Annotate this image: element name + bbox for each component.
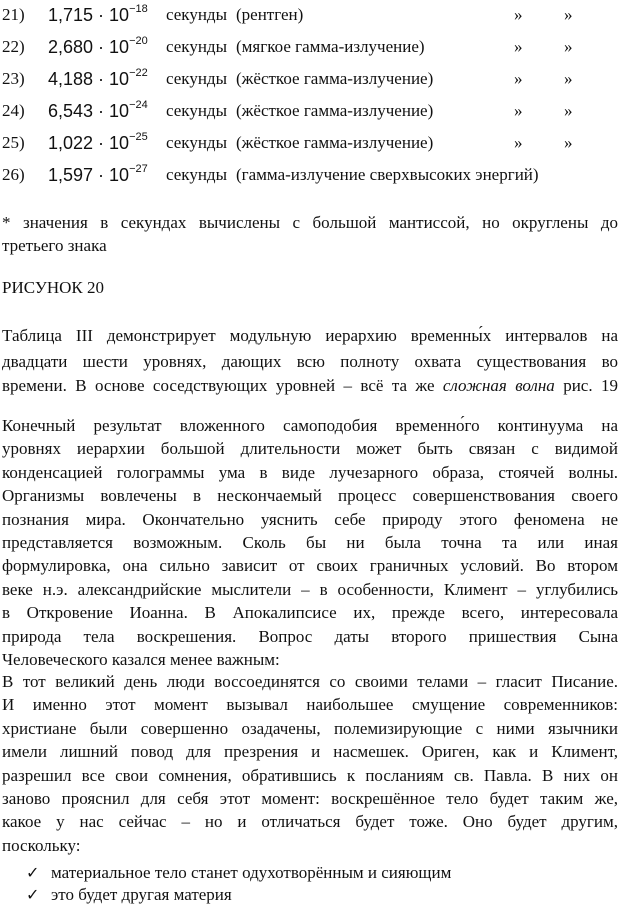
paragraph-line: И именно этот момент вызывал наибольшее смущение современников: (2, 695, 618, 715)
value-mantissa: 1,597 · 10 (48, 165, 130, 185)
footnote-line: третьего знака (2, 236, 107, 256)
text-run: времени. В основе соседствующих уровней – всё та же (2, 375, 443, 395)
row-unit: секунды (166, 165, 227, 184)
row-value (48, 2, 148, 28)
check-icon: ✓ (26, 885, 40, 904)
paragraph-line: Человеческого казался менее важным: (2, 650, 280, 670)
row-description: (мягкое гамма-излучение) (236, 37, 425, 56)
figure-heading: РИСУНОК 20 (2, 278, 105, 297)
paragraph-line: представляется возможным. Сколь бы ни была точна та или иная (2, 533, 618, 553)
value-exponent: −22 (129, 67, 148, 79)
row-description: (жёсткое гамма-излучение) (236, 133, 434, 152)
paragraph-line: двадцати шести уровнях, дающих всю полноту охвата существования во (2, 352, 618, 372)
paragraph-line: Конечный результат вложенного самоподобия временно́го континуума на (2, 416, 618, 435)
row-number: 21) (2, 5, 25, 24)
row-description: (жёсткое гамма-излучение) (236, 101, 434, 120)
check-icon: ✓ (26, 863, 40, 882)
value-mantissa: 6,543 · 10 (48, 101, 130, 121)
value-exponent: −25 (129, 131, 148, 143)
row-unit: секунды (166, 5, 227, 24)
paragraph-line: В тот великий день люди воссоединятся со своими телами – гласит Писание. (2, 672, 618, 691)
checklist-text: материальное тело станет одухотворённым и сияющим (51, 863, 452, 882)
row-description: (гамма-излучение сверхвысоких энергий) (236, 165, 539, 184)
row-value (48, 162, 148, 188)
row-value (48, 130, 148, 156)
row-number: 23) (2, 69, 25, 88)
paragraph-line: формулировка, она сильно зависит от своих граничных условий. Во втором (2, 556, 618, 576)
value-mantissa: 1,715 · 10 (48, 5, 130, 25)
row-unit: секунды (166, 69, 227, 88)
emphasis-term: сложная волна (442, 375, 555, 395)
footnote-line: * значения в секундах вычислены с большой мантиссой, но округлены до (2, 213, 618, 232)
table-row (0, 130, 620, 156)
value-exponent: −20 (129, 35, 148, 47)
paragraph-line: христиане были совершенно озадачены, полемизирующие с ними язычники (2, 718, 618, 738)
paragraph-line: имели лишний повод для презрения и насмешек. Ориген, как и Климент, (2, 742, 618, 762)
checklist-text: это будет другая материя (51, 885, 232, 904)
paragraph-line: познания мира. Окончательно уяснить себе природу этого феномена не (2, 509, 618, 529)
paragraph-line: природа тела воскрешения. Вопрос даты второго пришествия Сына (2, 626, 618, 646)
text-run: рис. 19 (554, 375, 618, 395)
paragraph-line: заново прояснил для себя этот момент: воскрешённое тело будет таким же, (2, 789, 618, 809)
paragraph-line (2, 374, 618, 397)
paragraph-line: веке н.э. александрийские мыслители – в особенности, Климент – углубились (2, 579, 618, 599)
ditto-mark: » (514, 101, 523, 120)
table-row (0, 162, 620, 188)
row-unit: секунды (166, 101, 227, 120)
row-value (48, 98, 148, 124)
paragraph-resurrection (2, 670, 618, 857)
table-row (0, 2, 620, 28)
ditto-mark: » (514, 37, 523, 56)
table-row (0, 66, 620, 92)
paragraph-line: в Откровение Иоанна. В Апокалипсисе их, прежде всего, интересовала (2, 603, 618, 623)
ditto-mark: » (514, 69, 523, 88)
paragraph-line: какое у нас сейчас – но и отличаться будет тоже. Оно будет другим, (2, 812, 618, 832)
footnote (2, 211, 618, 258)
row-value (48, 34, 148, 60)
row-unit: секунды (166, 37, 227, 56)
ditto-mark: » (564, 101, 573, 120)
paragraph-continuum (2, 414, 618, 671)
paragraph-line: поскольку: (2, 835, 81, 855)
ditto-mark: » (564, 5, 573, 24)
value-mantissa: 4,188 · 10 (48, 69, 130, 89)
row-unit: секунды (166, 133, 227, 152)
row-number: 25) (2, 133, 25, 152)
paragraph-table-description (2, 324, 618, 397)
paragraph-line: Таблица III демонстрирует модульную иерархию временны́х интервалов на (2, 326, 618, 345)
value-exponent: −24 (129, 99, 148, 111)
row-number: 22) (2, 37, 25, 56)
row-number: 26) (2, 165, 25, 184)
ditto-mark: » (564, 133, 573, 152)
paragraph-line: уровнях иерархии большой длительности может быть связан с видимой (2, 439, 618, 459)
row-description: (рентген) (236, 5, 304, 24)
ditto-mark: » (514, 5, 523, 24)
row-description: (жёсткое гамма-излучение) (236, 69, 434, 88)
table-row (0, 98, 620, 124)
paragraph-line: конденсацией голограммы ума в виде лучезарного образа, стоячей волны. (2, 462, 618, 482)
value-mantissa: 1,022 · 10 (48, 133, 130, 153)
ditto-mark: » (514, 133, 523, 152)
ditto-mark: » (564, 69, 573, 88)
value-mantissa: 2,680 · 10 (48, 37, 130, 57)
row-number: 24) (2, 101, 25, 120)
ditto-mark: » (564, 37, 573, 56)
table-row (0, 34, 620, 60)
value-exponent: −27 (129, 163, 148, 175)
paragraph-line: разрешил все свои сомнения, обратившись к посланиям св. Павла. В них он (2, 765, 618, 785)
value-exponent: −18 (129, 3, 148, 15)
paragraph-line: Организмы вовлечены в нескончаемый процесс совершенствования своего (2, 486, 618, 506)
row-value (48, 66, 148, 92)
